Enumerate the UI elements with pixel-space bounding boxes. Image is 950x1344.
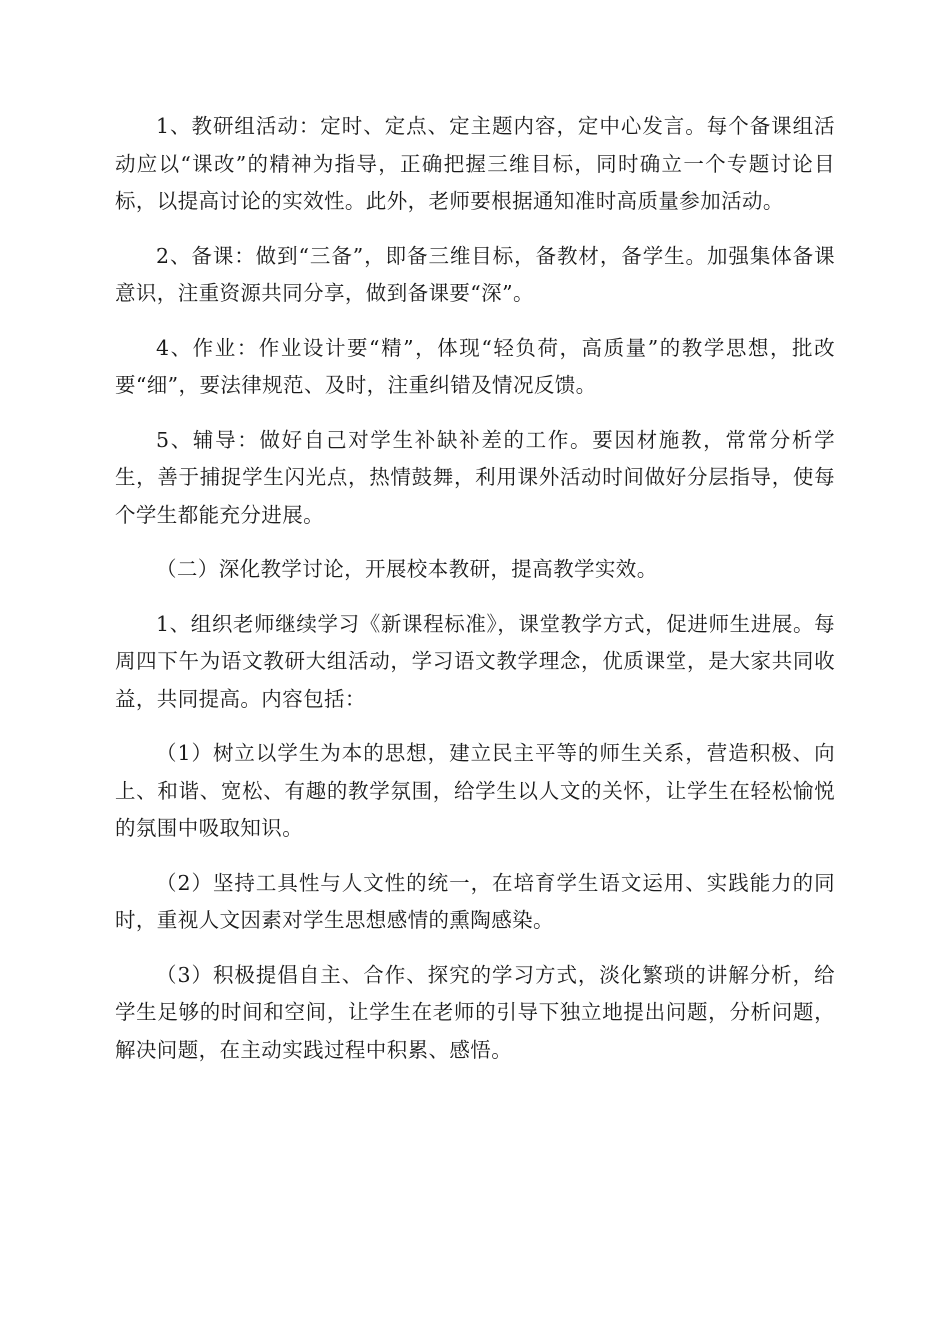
paragraph-curriculum-study: 1、组织老师继续学习《新课程标准》，课堂教学方式，促进师生进展。每周四下午为语文教研大组活动，学习语文教学理念，优质课堂，是大家共同收益，共同提高。内容包括： — [115, 611, 835, 711]
paragraph-homework: 4、作业：作业设计要“精”，体现“轻负荷，高质量”的教学思想，批改要“细”，要法律规范、及时，注重纠错及情况反馈。 — [115, 335, 835, 397]
paragraph-tool-humanity: （2）坚持工具性与人文性的统一，在培育学生语文运用、实践能力的同时，重视人文因素对学生思想感情的熏陶感染。 — [115, 870, 835, 932]
paragraph-lesson-preparation: 2、备课：做到“三备”，即备三维目标，备教材，备学生。加强集体备课意识，注重资源共同分享，做到备课要“深”。 — [115, 243, 835, 305]
paragraph-teaching-group-activity: 1、教研组活动：定时、定点、定主题内容，定中心发言。每个备课组活动应以“课改”的精神为指导，正确把握三维目标，同时确立一个专题讨论目标，以提高讨论的实效性。此外，老师要根据通知准时高质量参加活动。 — [115, 114, 835, 213]
paragraph-student-centered: （1）树立以学生为本的思想，建立民主平等的师生关系，营造积极、向上、和谐、宽松、有趣的教学氛围，给学生以人文的关怀，让学生在轻松愉悦的氛围中吸取知识。 — [115, 741, 835, 840]
paragraph-learning-methods: （3）积极提倡自主、合作、探究的学习方式，淡化繁琐的讲解分析，给学生足够的时间和空间，让学生在老师的引导下独立地提出问题，分析问题，解决问题，在主动实践过程中积累、感悟。 — [115, 962, 835, 1062]
paragraph-tutoring: 5、辅导：做好自己对学生补缺补差的工作。要因材施教，常常分析学生，善于捕捉学生闪光点，热情鼓舞，利用课外活动时间做好分层指导，使每个学生都能充分进展。 — [115, 427, 835, 527]
document-body — [115, 108, 835, 1086]
section-heading-deepen-research: （二）深化教学讨论，开展校本教研，提高教学实效。 — [156, 557, 658, 581]
